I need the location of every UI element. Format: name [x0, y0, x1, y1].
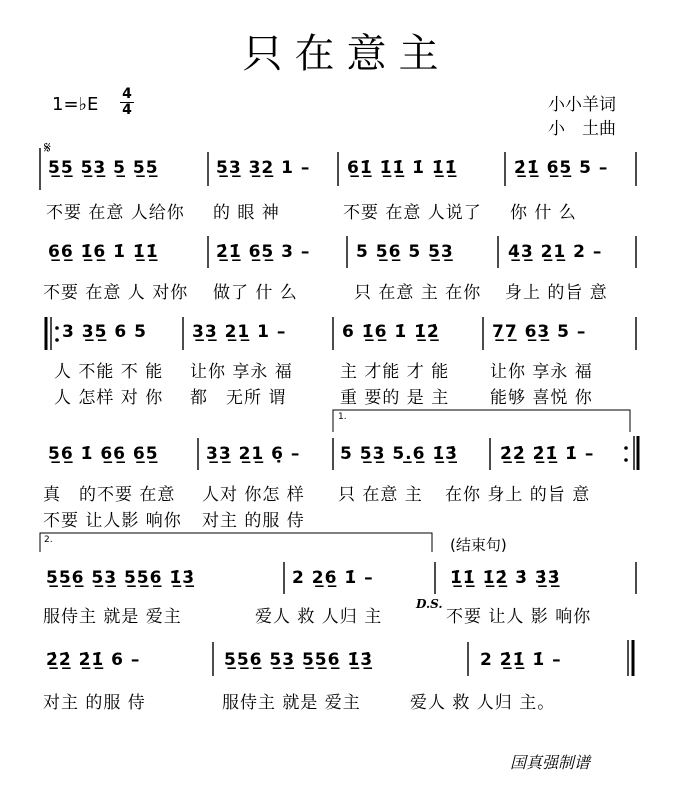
measure: 5̲3̲ 3̲2̲ 1 – — [216, 158, 311, 178]
lyric: 的 眼 神 — [213, 203, 280, 223]
lyric: 不要 在意 人 对你 — [43, 283, 189, 303]
lyric: 都 无所 谓 — [190, 388, 287, 408]
lyric: 爱人 救 人归 主 — [255, 607, 383, 627]
measure: 5̲6̲ 1̇ 6̲6̲ 6̲5̲ — [48, 444, 159, 464]
measure: 4̲3̲ 2̲1̲ 2 – — [508, 242, 603, 262]
page-title: 只在意主 — [242, 31, 451, 77]
measure: 5̲5̲6̲ 5̲3̲ 5̲5̲6̲ 1̲̇3̲̇ — [46, 568, 196, 588]
measure: 2 2̲6̲ 1̇ – — [292, 568, 374, 588]
measure: 1̲̇1̲̇ 1̲̇2̲̇ 3̇ 3̲̇3̲̇ — [450, 568, 561, 588]
lyric: 不要 让人 影 响你 — [446, 607, 592, 627]
arranger-credit: 国真强制谱 — [510, 753, 591, 772]
ending-label: (结束句) — [450, 536, 507, 554]
lyric: 对主 的服 侍 — [43, 693, 146, 713]
measure: 6̲1̲̇ 1̲̇1̲̇ 1̇ 1̲̇1̲̇ — [347, 158, 458, 178]
measure: 3̲3̲ 2̲1̲ 6̣ – — [206, 444, 301, 464]
measure: 5̲5̲6̲ 5̲3̲ 5̲5̲6̲ 1̲̇3̲̇ — [224, 650, 374, 670]
lyric: 真 的不要 在意 — [43, 485, 176, 505]
measure: 2̲̇1̲̇ 6̲5̲ 3 – — [216, 242, 311, 262]
lyric: 爱人 救 人归 主。 — [410, 693, 556, 713]
lyric: 让你 享永 福 — [190, 362, 293, 382]
lyricist-credit: 小小羊词 — [548, 95, 616, 115]
lyric: 对主 的服 侍 — [202, 511, 305, 531]
lyric: 人 不能 不 能 — [54, 362, 164, 382]
lyric: 只 在意 主 — [338, 485, 423, 505]
lyric: 做了 什 么 — [213, 283, 298, 303]
lyric: 不要 在意 人说了 — [343, 203, 482, 223]
lyric: 在你 身上 的旨 意 — [445, 485, 591, 505]
lyric: 服侍主 就是 爱主 — [222, 693, 361, 713]
lyric: 重 要的 是 主 — [340, 388, 450, 408]
lyric: 你 什 么 — [510, 203, 577, 223]
segno-icon: 𝄋 — [44, 138, 51, 157]
measure: 7̲7̲ 6̲3̲ 5 – — [492, 322, 587, 342]
lyric: 不要 在意 人给你 — [46, 203, 185, 223]
measure: 2̲̇2̲̇ 2̲̇1̲̇ 6 – — [46, 650, 141, 670]
volta-2-label: 2. — [44, 535, 53, 545]
lyric: 人 怎样 对 你 — [54, 388, 164, 408]
volta-1-label: 1. — [338, 412, 347, 422]
key-signature: 1=♭E — [52, 94, 99, 115]
measure: 5̲5̲ 5̲3̲ 5̲ 5̲5̲ — [48, 158, 159, 178]
ds-marking: D.S. — [416, 597, 443, 611]
lyric: 人对 你怎 样 — [202, 485, 305, 505]
measure: 2̲̇1̲̇ 6̲5̲ 5 – — [514, 158, 609, 178]
measure: 3̲3̲ 2̲1̲ 1 – — [192, 322, 287, 342]
time-signature-bottom: 4 — [122, 102, 132, 118]
lyric: 身上 的旨 意 — [505, 283, 608, 303]
time-signature-top: 4 — [122, 86, 132, 102]
measure: 6 1̲̇6̲ 1̇ 1̲̇2̲̇ — [342, 322, 440, 342]
composer-credit: 小 土曲 — [548, 119, 616, 139]
measure: 2̲̇2̲̇ 2̲̇1̲̇ 1̇ – — [500, 444, 595, 464]
lyric: 只 在意 主 在你 — [354, 283, 482, 303]
measure: 2 2̲̇1̲̇ 1̇ – — [480, 650, 562, 670]
measure: 6̲6̲ 1̲̇6̲ 1̇ 1̲̇1̲̇ — [48, 242, 159, 262]
measure: 3 3̲5̲ 6 5 — [62, 322, 147, 342]
lyric: 能够 喜悦 你 — [490, 388, 593, 408]
lyric: 不要 让人影 响你 — [43, 511, 182, 531]
measure: 5 5̲6̲ 5 5̲3̲ — [356, 242, 454, 262]
measure: 5 5̲3̲ 5.̲6̲ 1̲̇3̲̇ — [340, 444, 459, 464]
lyric: 服侍主 就是 爱主 — [43, 607, 182, 627]
lyric: 主 才能 才 能 — [340, 362, 450, 382]
lyric: 让你 享永 福 — [490, 362, 593, 382]
